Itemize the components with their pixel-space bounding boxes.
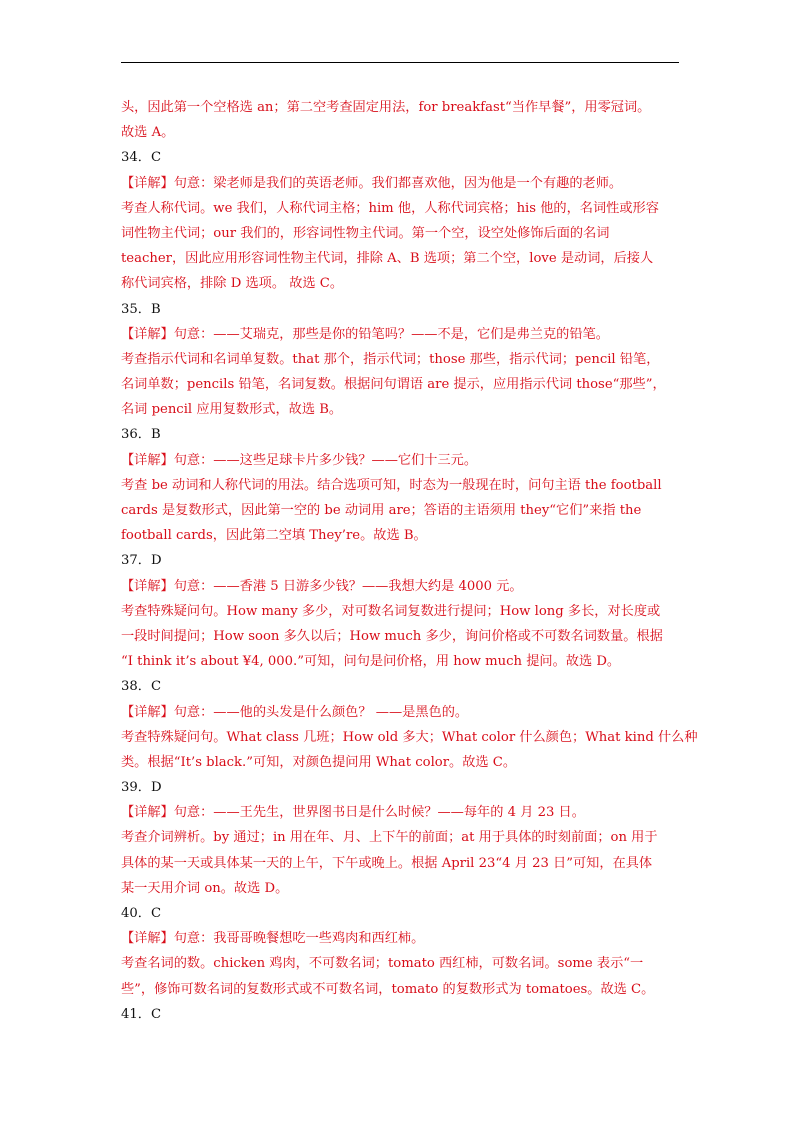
- explanation-line: 名词 pencil 应用复数形式，故选 B。: [121, 402, 343, 418]
- explanation-line: 一段时间提问；How soon 多久以后；How much 多少，询问价格或不可数名词数量。根据: [121, 628, 663, 644]
- explanation-line: 称代词宾格，排除 D 选项。 故选 C。: [121, 276, 344, 292]
- question-number: 39．D: [121, 780, 162, 796]
- question-number: 41．C: [121, 1006, 162, 1022]
- header-rule: [121, 62, 679, 63]
- explanation-line: 【详解】句意：——这些足球卡片多少钱？——它们十三元。: [121, 452, 478, 468]
- explanation-line: 考查特殊疑问句。How many 多少，对可数名词复数进行提问；How long 多长，对长度或: [121, 603, 661, 619]
- explanation-line: “I think it’s about ¥4, 000.”可知，问句是问价格，用 how much 提问。故选 D。: [121, 654, 621, 670]
- explanation-line: teacher，因此应用形容词性物主代词，排除 A、B 选项；第二个空，love 是动词，后接人: [121, 251, 654, 267]
- explanation-line: 考查特殊疑问句。What class 几班；How old 多大；What color 什么颜色；What kind 什么种: [121, 729, 698, 745]
- explanation-line: 考查名词的数。chicken 鸡肉，不可数名词；tomato 西红柿，可数名词。some 表示“一: [121, 956, 644, 972]
- question-number: 35．B: [121, 301, 161, 317]
- explanation-line: 某一天用介词 on。故选 D。: [121, 880, 289, 896]
- explanation-line: 名词单数；pencils 铅笔，名词复数。根据问句谓语 are 提示，应用指示代词 those“那些”，: [121, 377, 666, 393]
- explanation-line: football cards，因此第二空填 They’re。故选 B。: [121, 528, 427, 544]
- question-number: 38．C: [121, 679, 162, 695]
- question-number: 40．C: [121, 906, 162, 921]
- explanation-line: 【详解】句意：——香港 5 日游多少钱？——我想大约是 4000 元。: [121, 578, 523, 594]
- explanation-line: 词性物主代词；our 我们的，形容词性物主代词。第一个空，设空处修饰后面的名词: [121, 225, 610, 241]
- question-number: 36．B: [121, 427, 161, 443]
- explanation-line: 【详解】句意：我哥哥晚餐想吃一些鸡肉和西红柿。: [121, 931, 425, 947]
- explanation-line: 考查介词辨析。by 通过；in 用在年、月、上下午的前面；at 用于具体的时刻前面；on 用于: [121, 830, 658, 846]
- explanation-line: 头，因此第一个空格选 an；第二空考查固定用法，for breakfast“当作早餐”，用零冠词。: [121, 100, 651, 115]
- explanation-line: 【详解】句意：——王先生，世界图书日是什么时候？——每年的 4 月 23 日。: [121, 805, 585, 821]
- explanation-line: 考查指示代词和名词单复数。that 那个，指示代词；those 那些，指示代词；pencil 铅笔，: [121, 351, 660, 367]
- explanation-line: 类。根据“It’s black.”可知，对颜色提问用 What color。故选 C。: [121, 754, 517, 770]
- explanation-line: 些”，修饰可数名词的复数形式或不可数名词，tomato 的复数形式为 tomatoes。故选 C。: [121, 981, 655, 997]
- question-number: 34．C: [121, 150, 162, 166]
- explanation-line: 故选 A。: [121, 125, 175, 141]
- explanation-line: 【详解】句意：——艾瑞克，那些是你的铅笔吗？——不是，它们是弗兰克的铅笔。: [121, 326, 609, 342]
- explanation-line: 考查人称代词。we 我们，人称代词主格；him 他，人称代词宾格；his 他的，名词性或形容: [121, 200, 659, 216]
- explanation-line: 【详解】句意：——他的头发是什么颜色？ ——是黑色的。: [121, 704, 469, 720]
- question-number: 37．D: [121, 553, 162, 569]
- explanation-line: cards 是复数形式，因此第一空的 be 动词用 are；答语的主语须用 they“它们”来指 the: [121, 503, 642, 518]
- explanation-line: 考查 be 动词和人称代词的用法。结合选项可知，时态为一般现在时，问句主语 the football: [121, 477, 662, 493]
- explanation-line: 具体的某一天或具体某一天的上午，下午或晚上。根据 April 23“4 月 23 日”可知，在具体: [121, 855, 653, 871]
- answer-explanations: [121, 95, 698, 1027]
- explanation-line: 【详解】句意：梁老师是我们的英语老师。我们都喜欢他，因为他是一个有趣的老师。: [121, 175, 623, 191]
